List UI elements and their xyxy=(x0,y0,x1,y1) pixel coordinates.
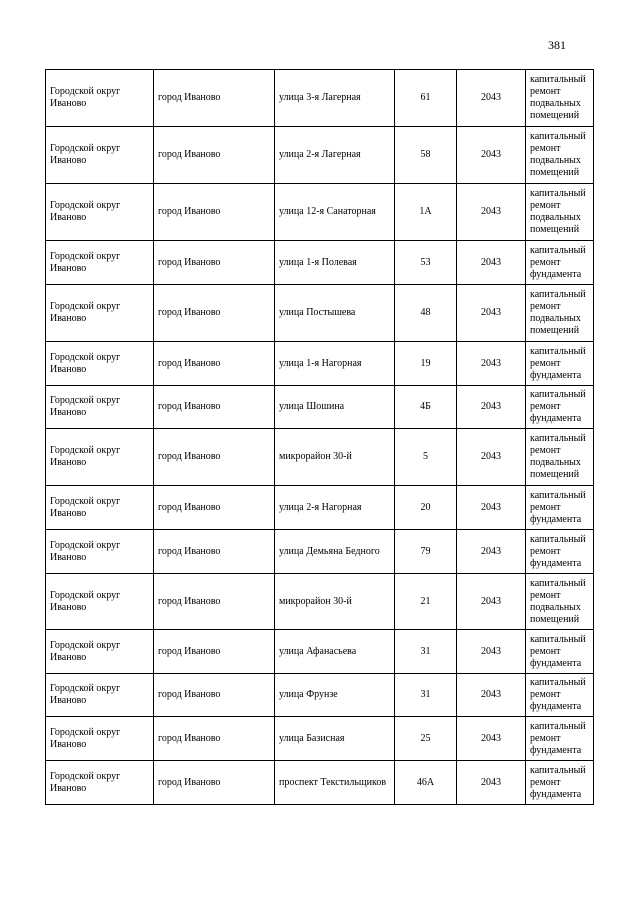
city-cell: город Иваново xyxy=(154,184,275,241)
work-type-cell: капитальный ремонт фундамента xyxy=(526,717,594,761)
city-cell: город Иваново xyxy=(154,429,275,486)
table-row xyxy=(46,386,594,429)
house-cell: 20 xyxy=(395,486,457,530)
district-cell: Городской округ Иваново xyxy=(46,70,154,127)
table-row xyxy=(46,241,594,285)
year-cell: 2043 xyxy=(457,342,526,386)
work-type-cell: капитальный ремонт фундамента xyxy=(526,761,594,805)
table-row xyxy=(46,486,594,530)
district-cell: Городской округ Иваново xyxy=(46,530,154,574)
city-cell: город Иваново xyxy=(154,674,275,717)
year-cell: 2043 xyxy=(457,429,526,486)
house-cell: 79 xyxy=(395,530,457,574)
street-cell: улица Демьяна Бедного xyxy=(275,530,395,574)
year-cell: 2043 xyxy=(457,127,526,184)
city-cell: город Иваново xyxy=(154,717,275,761)
house-cell: 1А xyxy=(395,184,457,241)
street-cell: улица Постышева xyxy=(275,285,395,342)
district-cell: Городской округ Иваново xyxy=(46,285,154,342)
year-cell: 2043 xyxy=(457,70,526,127)
table-row xyxy=(46,630,594,674)
year-cell: 2043 xyxy=(457,486,526,530)
district-cell: Городской округ Иваново xyxy=(46,717,154,761)
house-cell: 46А xyxy=(395,761,457,805)
street-cell: улица 2-я Нагорная xyxy=(275,486,395,530)
house-cell: 5 xyxy=(395,429,457,486)
street-cell: улица 1-я Полевая xyxy=(275,241,395,285)
city-cell: город Иваново xyxy=(154,486,275,530)
house-cell: 21 xyxy=(395,574,457,630)
house-cell: 31 xyxy=(395,674,457,717)
table-row xyxy=(46,717,594,761)
city-cell: город Иваново xyxy=(154,574,275,630)
table-row xyxy=(46,530,594,574)
work-type-cell: капитальный ремонт фундамента xyxy=(526,630,594,674)
year-cell: 2043 xyxy=(457,574,526,630)
street-cell: улица 3-я Лагерная xyxy=(275,70,395,127)
city-cell: город Иваново xyxy=(154,241,275,285)
house-cell: 58 xyxy=(395,127,457,184)
house-cell: 53 xyxy=(395,241,457,285)
city-cell: город Иваново xyxy=(154,70,275,127)
district-cell: Городской округ Иваново xyxy=(46,761,154,805)
street-cell: улица 1-я Нагорная xyxy=(275,342,395,386)
work-type-cell: капитальный ремонт фундамента xyxy=(526,674,594,717)
year-cell: 2043 xyxy=(457,717,526,761)
city-cell: город Иваново xyxy=(154,530,275,574)
street-cell: улица Базисная xyxy=(275,717,395,761)
district-cell: Городской округ Иваново xyxy=(46,574,154,630)
house-cell: 25 xyxy=(395,717,457,761)
table-row xyxy=(46,342,594,386)
city-cell: город Иваново xyxy=(154,342,275,386)
city-cell: город Иваново xyxy=(154,285,275,342)
work-type-cell: капитальный ремонт подвальных помещений xyxy=(526,429,594,486)
year-cell: 2043 xyxy=(457,386,526,429)
work-type-cell: капитальный ремонт подвальных помещений xyxy=(526,574,594,630)
work-type-cell: капитальный ремонт фундамента xyxy=(526,530,594,574)
year-cell: 2043 xyxy=(457,184,526,241)
year-cell: 2043 xyxy=(457,530,526,574)
page-number: 381 xyxy=(548,38,566,52)
year-cell: 2043 xyxy=(457,761,526,805)
table-row xyxy=(46,70,594,127)
table-row xyxy=(46,761,594,805)
district-cell: Городской округ Иваново xyxy=(46,674,154,717)
house-cell: 19 xyxy=(395,342,457,386)
work-type-cell: капитальный ремонт подвальных помещений xyxy=(526,184,594,241)
house-cell: 61 xyxy=(395,70,457,127)
street-cell: улица Шошина xyxy=(275,386,395,429)
work-type-cell: капитальный ремонт подвальных помещений xyxy=(526,70,594,127)
street-cell: улица Афанасьева xyxy=(275,630,395,674)
table-row xyxy=(46,674,594,717)
table-row xyxy=(46,285,594,342)
year-cell: 2043 xyxy=(457,630,526,674)
repair-schedule-table xyxy=(45,69,594,805)
city-cell: город Иваново xyxy=(154,630,275,674)
district-cell: Городской округ Иваново xyxy=(46,486,154,530)
work-type-cell: капитальный ремонт подвальных помещений xyxy=(526,285,594,342)
street-cell: улица 2-я Лагерная xyxy=(275,127,395,184)
district-cell: Городской округ Иваново xyxy=(46,429,154,486)
district-cell: Городской округ Иваново xyxy=(46,342,154,386)
city-cell: город Иваново xyxy=(154,127,275,184)
work-type-cell: капитальный ремонт подвальных помещений xyxy=(526,127,594,184)
district-cell: Городской округ Иваново xyxy=(46,127,154,184)
work-type-cell: капитальный ремонт фундамента xyxy=(526,241,594,285)
year-cell: 2043 xyxy=(457,674,526,717)
district-cell: Городской округ Иваново xyxy=(46,386,154,429)
work-type-cell: капитальный ремонт фундамента xyxy=(526,342,594,386)
house-cell: 48 xyxy=(395,285,457,342)
district-cell: Городской округ Иваново xyxy=(46,184,154,241)
work-type-cell: капитальный ремонт фундамента xyxy=(526,486,594,530)
city-cell: город Иваново xyxy=(154,386,275,429)
street-cell: улица Фрунзе xyxy=(275,674,395,717)
table-row xyxy=(46,429,594,486)
city-cell: город Иваново xyxy=(154,761,275,805)
street-cell: проспект Текстильщиков xyxy=(275,761,395,805)
street-cell: микрорайон 30-й xyxy=(275,429,395,486)
street-cell: улица 12-я Санаторная xyxy=(275,184,395,241)
table-row xyxy=(46,184,594,241)
year-cell: 2043 xyxy=(457,241,526,285)
district-cell: Городской округ Иваново xyxy=(46,630,154,674)
house-cell: 4Б xyxy=(395,386,457,429)
work-type-cell: капитальный ремонт фундамента xyxy=(526,386,594,429)
house-cell: 31 xyxy=(395,630,457,674)
street-cell: микрорайон 30-й xyxy=(275,574,395,630)
district-cell: Городской округ Иваново xyxy=(46,241,154,285)
table-row xyxy=(46,574,594,630)
table-row xyxy=(46,127,594,184)
year-cell: 2043 xyxy=(457,285,526,342)
